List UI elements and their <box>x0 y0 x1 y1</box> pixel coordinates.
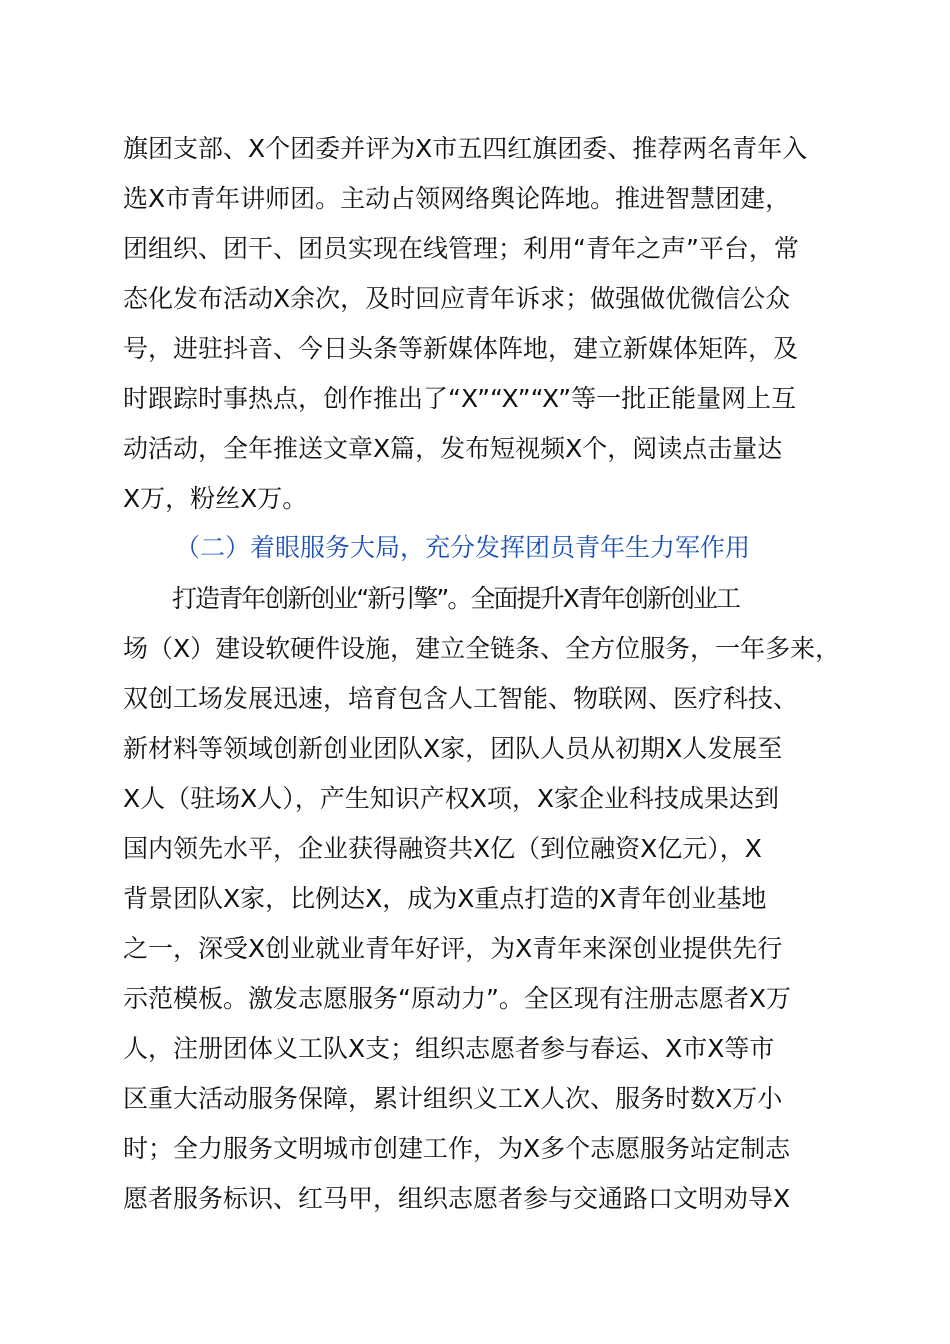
paragraph-line: 场（X）建设软硬件设施，建立全链条、全方位服务，一年多来， <box>123 634 841 663</box>
paragraph-line: 之一，深受X创业就业青年好评，为X青年来深创业提供先行 <box>123 934 783 963</box>
paragraph-line: X万，粉丝X万。 <box>123 484 308 513</box>
paragraph-line: 新材料等领域创新创业团队X家，团队人员从初期X人发展至 <box>123 734 783 763</box>
paragraph-line: 号，进驻抖音、今日头条等新媒体阵地，建立新媒体矩阵，及 <box>123 334 799 363</box>
paragraph-line: 时；全力服务文明城市创建工作，为X多个志愿服务站定制志 <box>123 1134 791 1163</box>
paragraph-line: 动活动，全年推送文章X篇，发布短视频X个，阅读点击量达 <box>123 434 783 463</box>
paragraph-line: 选X市青年讲师团。主动占领网络舆论阵地。推进智慧团建， <box>123 184 791 213</box>
paragraph-line: 打造青年创新创业“新引擎”。全面提升X青年创新创业工 <box>172 584 740 613</box>
section-heading: （二）着眼服务大局，充分发挥团员青年生力军作用 <box>175 533 751 562</box>
paragraph-line: 区重大活动服务保障，累计组织义工X人次、服务时数X万小 <box>123 1084 783 1113</box>
paragraph-line: 背景团队X家，比例达X，成为X重点打造的X青年创业基地 <box>123 884 767 913</box>
paragraph-line: 旗团支部、X个团委并评为X市五四红旗团委、推荐两名青年入 <box>123 134 808 163</box>
paragraph-line: 人，注册团体义工队X支；组织志愿者参与春运、X市X等市 <box>123 1034 775 1063</box>
paragraph-line: X人（驻场X人），产生知识产权X项，X家企业科技成果达到 <box>123 784 780 813</box>
paragraph-line: 示范模板。激发志愿服务“原动力”。全区现有注册志愿者X万 <box>123 984 792 1013</box>
paragraph-line: 国内领先水平，企业获得融资共X亿（到位融资X亿元），X <box>123 834 762 863</box>
paragraph-line: 团组织、团干、团员实现在线管理；利用“青年之声”平台，常 <box>123 234 799 263</box>
paragraph-line: 态化发布活动X余次，及时回应青年诉求；做强做优微信公众 <box>123 284 791 313</box>
paragraph-line: 愿者服务标识、红马甲，组织志愿者参与交通路口文明劝导X <box>123 1184 791 1213</box>
paragraph-line: 时跟踪时事热点，创作推出了“X”“X”“X”等一批正能量网上互 <box>123 384 797 413</box>
paragraph-line: 双创工场发展迅速，培育包含人工智能、物联网、医疗科技、 <box>123 684 799 713</box>
